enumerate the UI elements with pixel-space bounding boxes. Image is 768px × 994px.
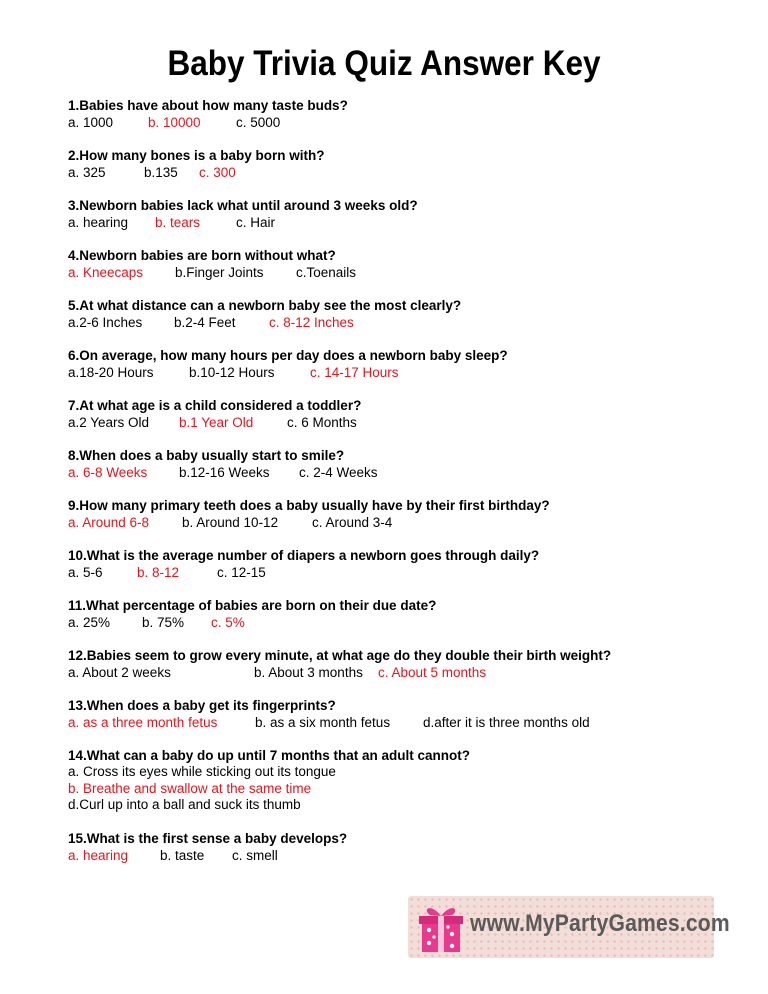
answer-option: a. 25% xyxy=(68,615,111,630)
answer-options xyxy=(68,464,748,481)
correct-answer: a. Kneecaps xyxy=(68,265,144,280)
question-text: 1.Babies have about how many taste buds? xyxy=(68,98,348,113)
answer-options xyxy=(68,114,748,131)
answer-options xyxy=(68,264,748,281)
question-text: 9.How many primary teeth does a baby usually have by their first birthday? xyxy=(68,498,550,513)
answer-options xyxy=(68,564,748,581)
answer-options xyxy=(68,314,748,331)
quiz-list xyxy=(68,97,748,880)
answer-option: b. as a six month fetus xyxy=(255,715,391,730)
question-item xyxy=(68,297,748,331)
question-text: 3.Newborn babies lack what until around 3 weeks old? xyxy=(68,198,418,213)
correct-answer: b. 10000 xyxy=(148,115,201,130)
answer-option: c. 12-15 xyxy=(217,565,266,580)
answer-options xyxy=(68,364,748,381)
question-item xyxy=(68,830,748,864)
question-item xyxy=(68,347,748,381)
answer-option: a. hearing xyxy=(68,215,129,230)
answer-options xyxy=(68,714,748,731)
question-item xyxy=(68,97,748,131)
correct-answer: c. 14-17 Hours xyxy=(310,365,399,380)
correct-answer: c. 300 xyxy=(199,165,236,180)
question-item xyxy=(68,147,748,181)
answer-option: a. 5-6 xyxy=(68,565,103,580)
answer-option: a.2-6 Inches xyxy=(68,315,143,330)
answer-option: a. About 2 weeks xyxy=(68,665,171,680)
correct-answer: b.1 Year Old xyxy=(179,415,254,430)
answer-option: d.after it is three months old xyxy=(423,715,590,730)
answer-option: b.12-16 Weeks xyxy=(179,465,270,480)
gift-box-icon xyxy=(416,900,466,954)
question-item xyxy=(68,447,748,481)
question-item xyxy=(68,397,748,431)
question-text: 6.On average, how many hours per day does a newborn baby sleep? xyxy=(68,348,508,363)
answer-option: b. About 3 months xyxy=(254,665,363,680)
question-text: 13.When does a baby get its fingerprints? xyxy=(68,698,336,713)
answer-option: b.2-4 Feet xyxy=(174,315,236,330)
question-text: 12.Babies seem to grow every minute, at what age do they double their birth weight? xyxy=(68,648,612,663)
question-item xyxy=(68,247,748,281)
answer-option: c. 5000 xyxy=(236,115,281,130)
correct-answer: b. Breathe and swallow at the same time xyxy=(68,780,312,796)
question-text: 4.Newborn babies are born without what? xyxy=(68,248,336,263)
answer-options xyxy=(68,847,748,864)
page-title: Baby Trivia Quiz Answer Key xyxy=(167,44,601,83)
answer-option: a. 325 xyxy=(68,165,106,180)
answer-options xyxy=(68,414,748,431)
answer-option: b. 75% xyxy=(142,615,185,630)
answer-option: c. smell xyxy=(232,847,278,863)
answer-options xyxy=(68,664,748,681)
answer-option: c.Toenails xyxy=(296,265,357,280)
correct-answer: a. Around 6-8 xyxy=(68,515,150,530)
answer-option: c. 6 Months xyxy=(287,415,357,430)
question-item xyxy=(68,547,748,581)
question-text: 2.How many bones is a baby born with? xyxy=(68,148,325,163)
question-item xyxy=(68,197,748,231)
answer-option: c. Around 3-4 xyxy=(312,515,393,530)
question-item xyxy=(68,497,748,531)
answer-option: b.Finger Joints xyxy=(175,265,264,280)
question-text: 11.What percentage of babies are born on their due date? xyxy=(68,598,437,613)
correct-answer: a. hearing xyxy=(68,847,129,863)
question-item xyxy=(68,747,748,814)
correct-answer: c. About 5 months xyxy=(378,665,487,680)
answer-options xyxy=(68,214,748,231)
correct-answer: b. tears xyxy=(155,215,201,230)
question-item xyxy=(68,597,748,631)
answer-option: b. taste xyxy=(160,847,205,863)
question-text: 7.At what age is a child considered a toddler? xyxy=(68,398,362,413)
answer-option: c. Hair xyxy=(236,215,276,230)
question-text: 14.What can a baby do up until 7 months that an adult cannot? xyxy=(68,748,471,763)
answer-options xyxy=(68,164,748,181)
answer-option: a. 1000 xyxy=(68,115,114,130)
correct-answer: c. 8-12 Inches xyxy=(269,315,354,330)
question-text: 10.What is the average number of diapers a newborn goes through daily? xyxy=(68,548,540,563)
correct-answer: b. 8-12 xyxy=(137,565,180,580)
question-item xyxy=(68,647,748,681)
answer-option: b.135 xyxy=(144,165,178,180)
question-text: 15.What is the first sense a baby develops? xyxy=(68,830,348,846)
correct-answer: a. as a three month fetus xyxy=(68,715,218,730)
correct-answer: a. 6-8 Weeks xyxy=(68,465,148,480)
answer-options xyxy=(68,614,748,631)
answer-options xyxy=(68,514,748,531)
answer-option: a.18-20 Hours xyxy=(68,365,154,380)
correct-answer: c. 5% xyxy=(211,615,245,630)
question-text: 5.At what distance can a newborn baby see the most clearly? xyxy=(68,298,462,313)
question-text: 8.When does a baby usually start to smile? xyxy=(68,448,345,463)
answer-option: c. 2-4 Weeks xyxy=(299,465,378,480)
answer-option: b. Around 10-12 xyxy=(182,515,279,530)
logo-text: www.MyPartyGames.com xyxy=(470,910,730,937)
answer-option: a. Cross its eyes while sticking out its tongue xyxy=(68,764,336,779)
answer-option: d.Curl up into a ball and suck its thumb xyxy=(68,797,301,812)
answer-option: a.2 Years Old xyxy=(68,415,150,430)
answer-option: b.10-12 Hours xyxy=(189,365,275,380)
question-item xyxy=(68,697,748,731)
site-logo xyxy=(408,896,730,958)
